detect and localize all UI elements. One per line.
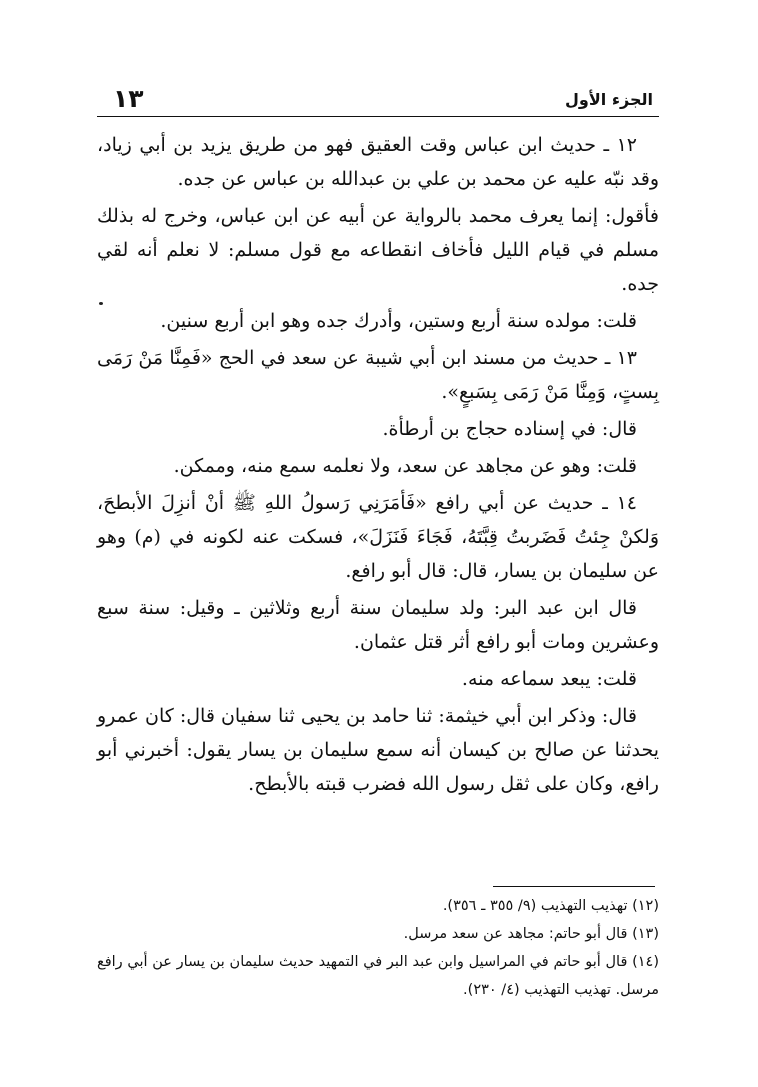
- paragraph-qala-2: قال: وذكر ابن أبي خيثمة: ثنا حامد بن يحيى ثنا سفيان قال: كان عمرو يحدثنا عن صالح بن كيسان أنه سمع سليمان بن يسار يقول: أخبرني أبو رافع، وكان على ثقل رسول الله فضرب قبته بالأبطح.: [96, 705, 659, 795]
- paragraph-hadith-12: ١٢ ـ حديث ابن عباس وقت العقيق فهو من طريق يزيد بن أبي زياد، وقد نبّه عليه عن محمد بن علي بن عبدالله بن عباس عن جده.: [97, 134, 659, 190]
- footnote-divider: [493, 886, 655, 887]
- ink-speck: [99, 302, 103, 305]
- paragraph-hadith-14: ١٤ ـ حديث عن أبي رافع «فَأمَرَنِي رَسولُ اللهِ ﷺ أنْ أنزِلَ الأبطحَ، وَلكنْ جِئتُ فَضَربتُ قِبَّتَهُ، فَجَاءَ فَنَزَلَ»، فسكت عنه لكونه في (م) وهو عن سليمان بن يسار، قال: قال أبو رافع.: [97, 492, 659, 582]
- main-text: [97, 128, 659, 801]
- paragraph-hadith-13: ١٣ ـ حديث من مسند ابن أبي شيبة عن سعد في الحج «فَمِنَّا مَنْ رَمَى بِستٍ، وَمِنَّا مَنْ رَمَى بِسَبعٍ».: [97, 347, 659, 403]
- footnote-14: (١٤) قال أبو حاتم في المراسيل وابن عبد البر في التمهيد حديث سليمان بن يسار عن أبي رافع مرسل. تهذيب التهذيب (٤/ ٢٣٠).: [97, 954, 659, 998]
- paragraph-qultu-2: قلت: وهو عن مجاهد عن سعد، ولا نعلمه سمع منه، وممكن.: [173, 455, 637, 477]
- paragraph-aqulu: فأقول: إنما يعرف محمد بالرواية عن أبيه عن ابن عباس، وخرج له بذلك مسلم في قيام الليل فأخاف انقطاعه مع قول مسلم: لا نعلم أنه لقي جده.: [97, 205, 659, 295]
- page-number: ١٣: [113, 84, 144, 113]
- paragraph-qultu-3: قلت: يبعد سماعه منه.: [461, 668, 637, 690]
- paragraph-qala-1: قال: في إسناده حجاج بن أرطأة.: [382, 418, 637, 440]
- paragraph-qultu-1: قلت: مولده سنة أربع وستين، وأدرك جده وهو ابن أربع سنين.: [160, 310, 637, 332]
- running-header: [97, 82, 659, 117]
- footnote-13: (١٣) قال أبو حاتم: مجاهد عن سعد مرسل.: [403, 926, 659, 942]
- footnotes: [97, 892, 659, 1004]
- volume-title: الجزء الأول: [565, 90, 653, 109]
- paragraph-ibn-abd-albarr: قال ابن عبد البر: ولد سليمان سنة أربع وثلاثين ـ وقيل: سنة سبع وعشرين ومات أبو رافع أثر قتل عثمان.: [97, 597, 659, 653]
- footnote-12: (١٢) تهذيب التهذيب (٩/ ٣٥٥ ـ ٣٥٦).: [442, 898, 659, 914]
